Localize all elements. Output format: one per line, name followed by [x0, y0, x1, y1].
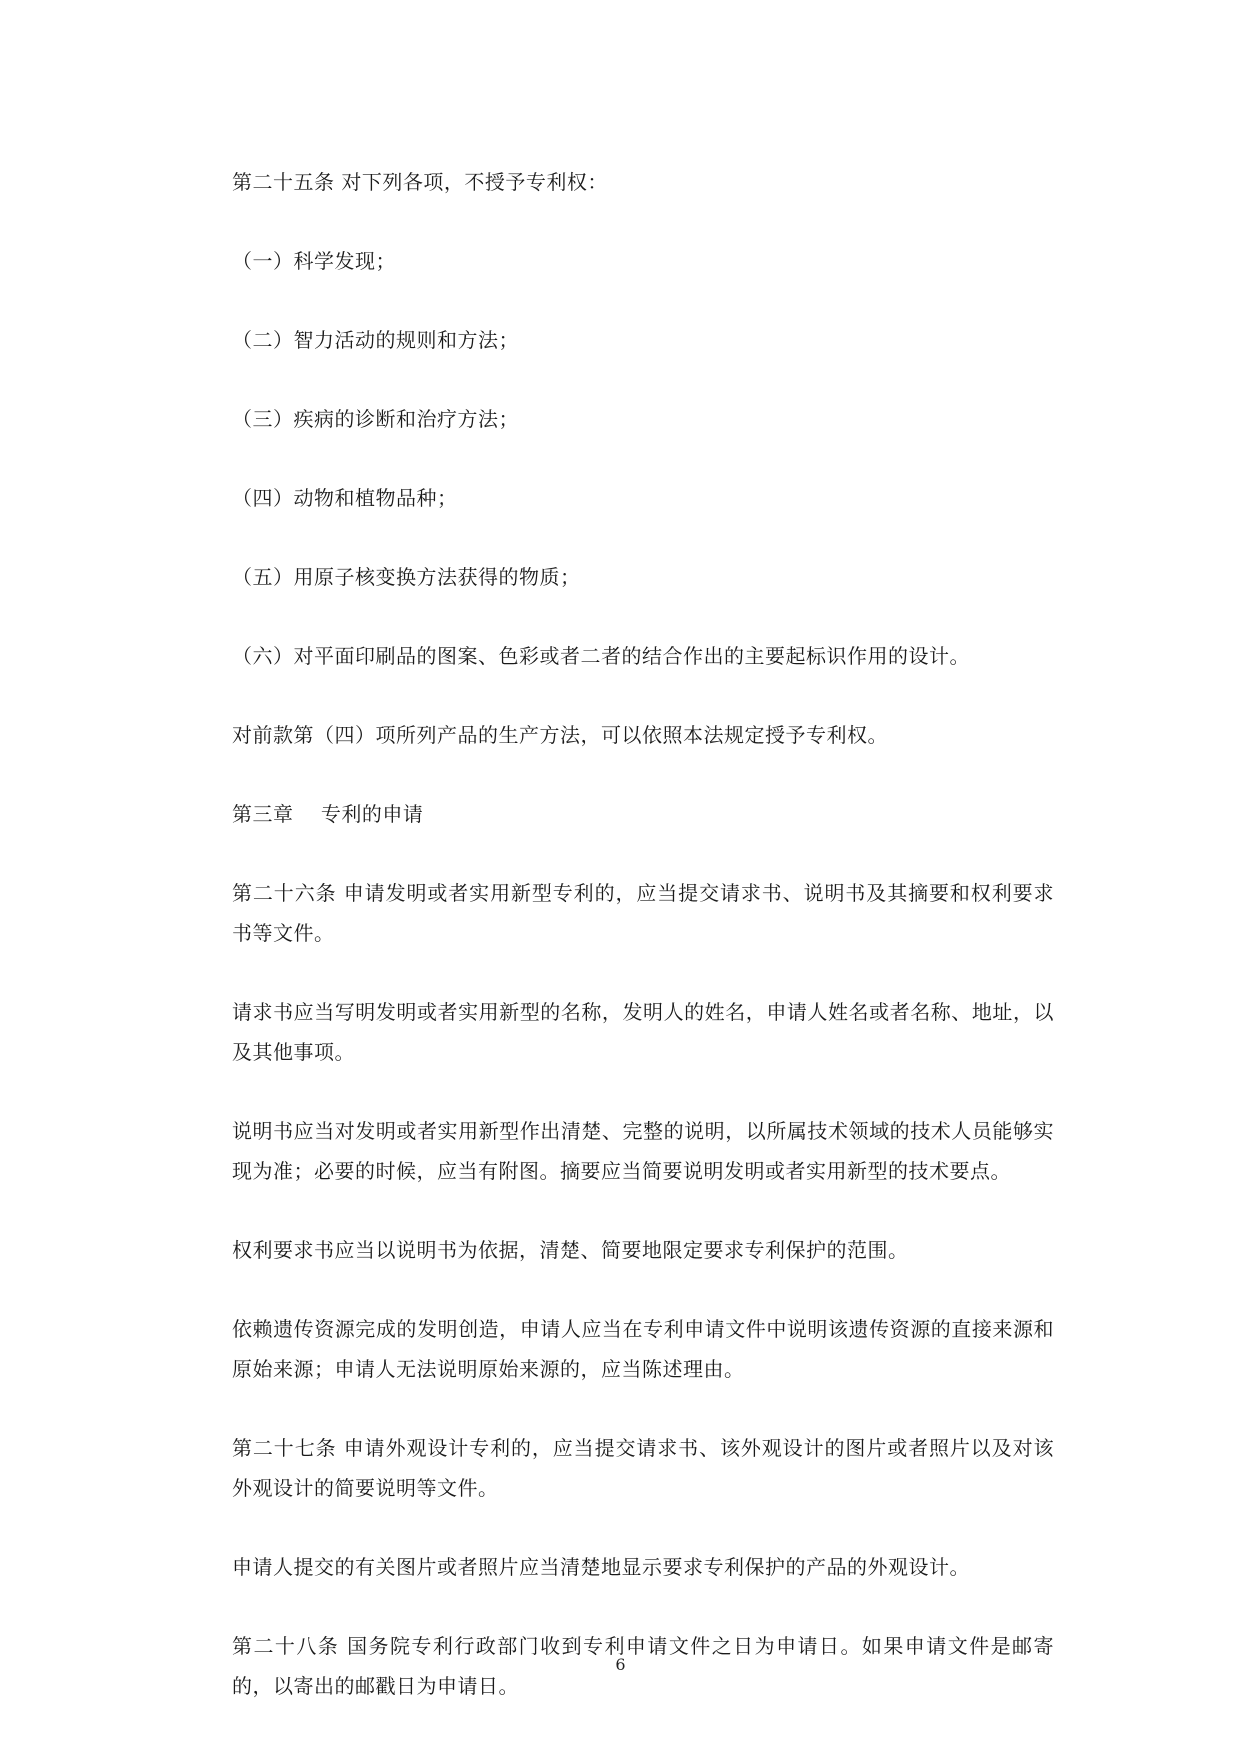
document-body — [232, 162, 1054, 1745]
article-25-item-3: （三）疾病的诊断和治疗方法； — [232, 407, 519, 431]
article-25-item-2: （二）智力活动的规则和方法； — [232, 328, 519, 352]
article-26-paragraph-4: 权利要求书应当以说明书为依据，清楚、简要地限定要求专利保护的范围。 — [232, 1238, 909, 1262]
article-25-heading: 第二十五条 对下列各项，不授予专利权： — [232, 170, 608, 194]
article-26-paragraph-2: 请求书应当写明发明或者实用新型的名称，发明人的姓名，申请人姓名或者名称、地址，以及其他事项。 — [232, 1000, 1054, 1064]
article-25-item-5: （五）用原子核变换方法获得的物质； — [232, 565, 581, 589]
article-25-item-1: （一）科学发现； — [232, 249, 396, 273]
article-25-item-6: （六）对平面印刷品的图案、色彩或者二者的结合作出的主要起标识作用的设计。 — [232, 644, 970, 668]
page-number: 6 — [615, 1655, 626, 1674]
article-26-paragraph-1: 第二十六条 申请发明或者实用新型专利的，应当提交请求书、说明书及其摘要和权利要求书等文件。 — [232, 881, 1054, 945]
article-26-paragraph-3: 说明书应当对发明或者实用新型作出清楚、完整的说明，以所属技术领域的技术人员能够实现为准；必要的时候，应当有附图。摘要应当简要说明发明或者实用新型的技术要点。 — [232, 1119, 1054, 1183]
article-27-paragraph-2: 申请人提交的有关图片或者照片应当清楚地显示要求专利保护的产品的外观设计。 — [232, 1555, 970, 1579]
article-25-note: 对前款第（四）项所列产品的生产方法，可以依照本法规定授予专利权。 — [232, 723, 888, 747]
article-28-paragraph-1: 第二十八条 国务院专利行政部门收到专利申请文件之日为申请日。如果申请文件是邮寄的，以寄出的邮戳日为申请日。 — [232, 1634, 1054, 1698]
chapter-3-title: 第三章 专利的申请 — [232, 802, 424, 826]
article-26-paragraph-5: 依赖遗传资源完成的发明创造，申请人应当在专利申请文件中说明该遗传资源的直接来源和原始来源；申请人无法说明原始来源的，应当陈述理由。 — [232, 1317, 1054, 1381]
article-27-paragraph-1: 第二十七条 申请外观设计专利的，应当提交请求书、该外观设计的图片或者照片以及对该外观设计的简要说明等文件。 — [232, 1436, 1054, 1500]
article-25-item-4: （四）动物和植物品种； — [232, 486, 458, 510]
